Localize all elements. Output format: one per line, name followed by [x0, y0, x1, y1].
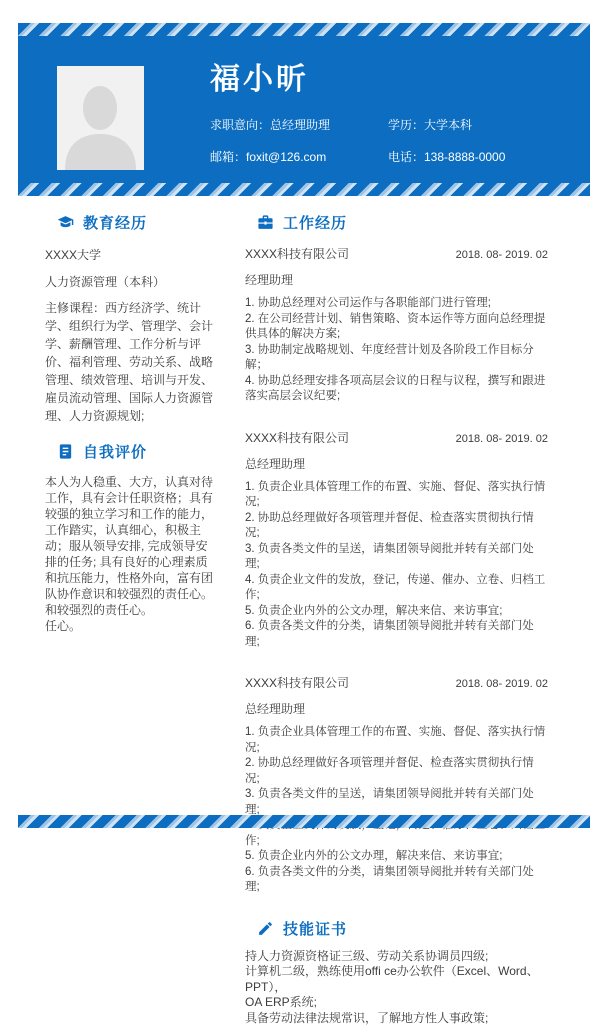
job-duty: 2. 协助总经理做好各项管理并督促、检查落实贯彻执行情况;: [245, 511, 548, 542]
job-duty: 4. 负责企业文件的发放，登记，传递、催办、立卷、归档工作;: [245, 573, 548, 604]
skills-section-header: [257, 918, 548, 939]
job-duty: 1. 负责企业具体管理工作的布置、实施、督促、落实执行情况;: [245, 725, 548, 756]
job-role: 经理助理: [245, 271, 548, 288]
candidate-name: 福小昕: [210, 54, 309, 98]
field-email: 邮箱：foxit@126.com: [210, 148, 388, 165]
right-column: [245, 196, 548, 1026]
avatar: [57, 66, 144, 170]
skill-line: 具备劳动法律法规常识，了解地方性人事政策;: [245, 1011, 548, 1026]
pencil-icon: [257, 920, 274, 937]
job-header: [245, 429, 548, 446]
job-duties: [245, 296, 548, 405]
job-duty: 2. 协助总经理做好各项管理并督促、检查落实贯彻执行情况;: [245, 756, 548, 787]
resume-header: [18, 36, 590, 183]
document-lines-icon: [57, 443, 74, 460]
briefcase-icon: [257, 214, 274, 231]
skill-line: 持人力资源资格证三级、劳动关系协调员四级;: [245, 949, 548, 965]
job-entry: [245, 429, 548, 651]
job-period: 2018. 08- 2019. 02: [456, 678, 548, 690]
job-duty: 3. 协助制定战略规划、年度经营计划及各阶段工作目标分解；: [245, 343, 548, 374]
skills-section: [245, 918, 548, 1026]
job-duties: [245, 725, 548, 896]
job-duty: 1. 协助总经理对公司运作与各职能部门进行管理;: [245, 296, 548, 312]
graduation-cap-icon: [57, 214, 74, 231]
self-evaluation-extra-line: 和较强烈的责任心。: [45, 602, 215, 618]
resume-body: [18, 196, 590, 1026]
job-entry: [245, 674, 548, 896]
job-role: 总经理助理: [245, 455, 548, 472]
job-header: [245, 245, 548, 262]
job-role: 总经理助理: [245, 700, 548, 717]
company-name: XXXX科技有限公司: [245, 429, 349, 446]
job-duty: 6. 负责各类文件的分类，请集团领导阅批并转有关部门处理;: [245, 619, 548, 650]
job-period: 2018. 08- 2019. 02: [456, 433, 548, 445]
self-evaluation-section: [45, 441, 215, 634]
job-duties: [245, 480, 548, 651]
job-period: 2018. 08- 2019. 02: [456, 249, 548, 261]
top-stripe-band: [18, 23, 590, 36]
job-duty: 3. 负责各类文件的呈送，请集团领导阅批并转有关部门处理;: [245, 542, 548, 573]
header-bottom-stripe-band: [18, 183, 590, 196]
company-name: XXXX科技有限公司: [245, 245, 349, 262]
work-experience-section-header: [257, 212, 548, 233]
bottom-stripe-band: [18, 815, 590, 828]
courses-text: 主修课程：西方经济学、统计学、组织行为学、管理学、会计学、薪酬管理、工作分析与评价、福利管理、劳动关系、战略管理、绩效管理、培训与开发、雇员流动管理、国际人力资源管理、人力资源规划;: [45, 299, 215, 425]
skills-section-title: 技能证书: [283, 918, 347, 939]
job-duty: 2. 在公司经营计划、销售策略、资本运作等方面向总经理提供具体的解决方案;: [245, 312, 548, 343]
company-name: XXXX科技有限公司: [245, 674, 349, 691]
skill-line: 计算机二级，熟练使用offi ce办公软件（Excel、Word、PPT），: [245, 964, 548, 995]
skill-line: OA ERP系统;: [245, 995, 548, 1011]
self-evaluation-section-header: [57, 441, 215, 462]
field-phone: 电话：138-8888-0000: [388, 148, 505, 165]
work-experience-section-title: 工作经历: [283, 212, 347, 233]
self-evaluation-text: 本人为人稳重、大方，认真对待工作，具有会计任职资格；具有较强的独立学习和工作的能力，工作踏实，认真细心，积极主动；服从领导安排, 完成领导安排的任务; 具有良好的心理素质和抗压能力，性格外向，富有团队协作意识和较强烈的责任心。: [45, 474, 215, 602]
skills-lines: [245, 949, 548, 1026]
header-fields: [210, 116, 505, 165]
job-duty: 作;: [245, 818, 548, 849]
job-header: [245, 674, 548, 691]
major-name: 人力资源管理（本科）: [45, 273, 215, 290]
work-experience-section: [245, 212, 548, 896]
job-duty: 6. 负责各类文件的分类，请集团领导阅批并转有关部门处理;: [245, 865, 548, 896]
job-entry: [245, 245, 548, 405]
job-duty: 1. 负责企业具体管理工作的布置、实施、督促、落实执行情况;: [245, 480, 548, 511]
self-evaluation-extra-line: 任心。: [45, 618, 215, 634]
job-duty: 5. 负责企业内外的公文办理，解决来信、来访事宜;: [245, 849, 548, 865]
left-column: [45, 196, 215, 634]
person-silhouette-icon: [57, 78, 144, 170]
education-section-title: 教育经历: [83, 212, 147, 233]
job-duty: 5. 负责企业内外的公文办理，解决来信、来访事宜;: [245, 604, 548, 620]
education-section-header: [57, 212, 215, 233]
school-name: XXXX大学: [45, 246, 215, 263]
field-education-level: 学历：大学本科: [388, 116, 505, 133]
job-duty: 3. 负责各类文件的呈送，请集团领导阅批并转有关部门处理;: [245, 787, 548, 818]
field-job-intention: 求职意向：总经理助理: [210, 116, 388, 133]
job-duty: 4. 协助总经理安排各项高层会议的日程与议程，撰写和跟进落实高层会议纪要;: [245, 374, 548, 405]
self-evaluation-section-title: 自我评价: [83, 441, 147, 462]
education-section: [45, 212, 215, 425]
